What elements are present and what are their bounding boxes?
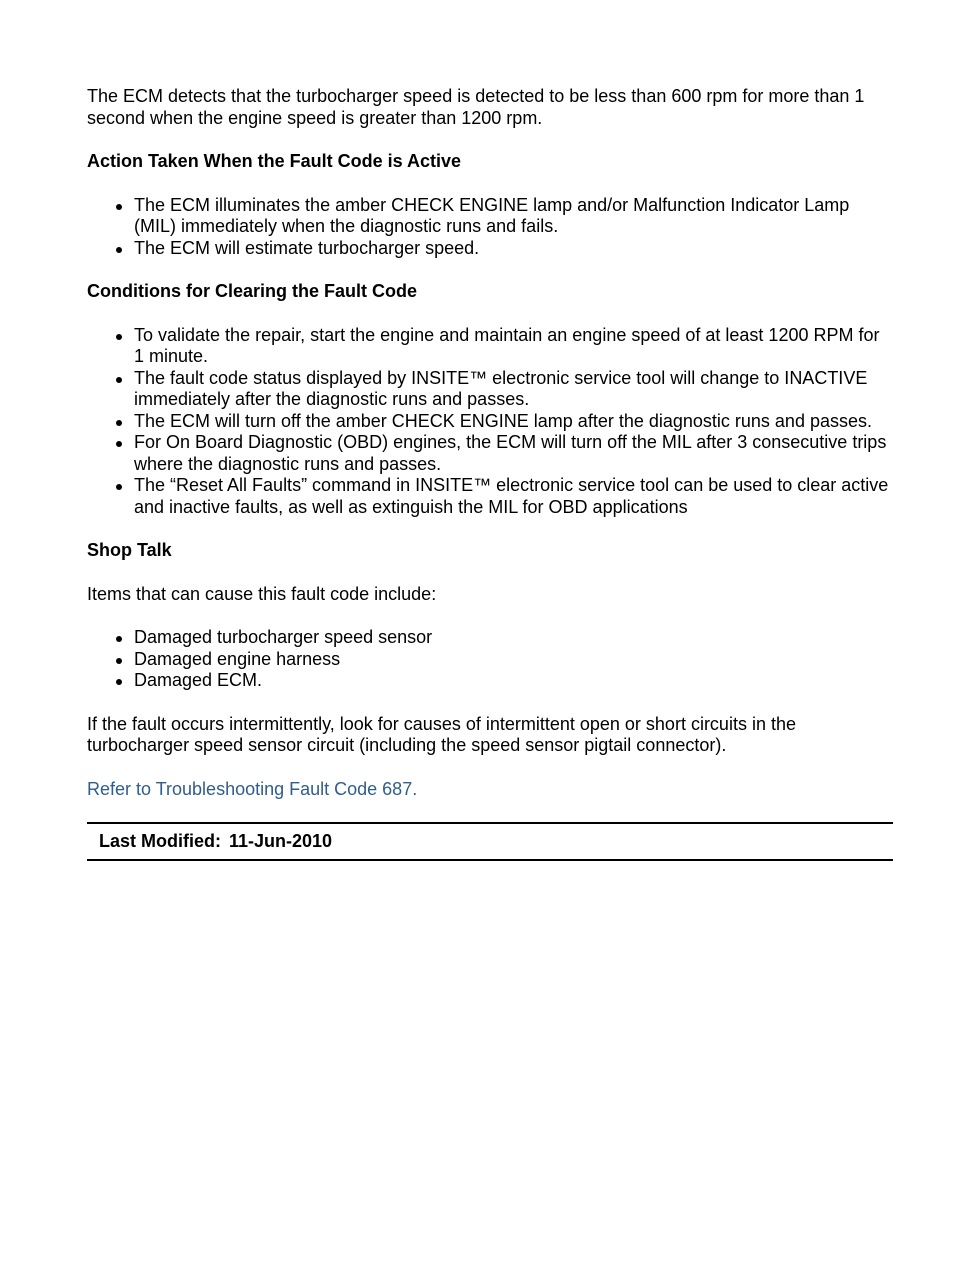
causes-list (87, 627, 893, 692)
document-body (87, 86, 893, 861)
list-item: For On Board Diagnostic (OBD) engines, the ECM will turn off the MIL after 3 consecutive trips where the diagnostic runs and passes. (134, 432, 893, 475)
intermittent-note: If the fault occurs intermittently, look for causes of intermittent open or short circuits in the turbocharger speed sensor circuit (including the speed sensor pigtail connector). (87, 713, 796, 755)
list-item: Damaged ECM. (134, 670, 893, 692)
action-heading: Action Taken When the Fault Code is Active (87, 151, 462, 171)
clearing-heading: Conditions for Clearing the Fault Code (87, 281, 417, 301)
shop-talk-lead: Items that can cause this fault code include: (87, 583, 437, 604)
list-item: The “Reset All Faults” command in INSITE™ electronic service tool can be used to clear active and inactive faults, as well as extinguish the MIL for OBD applications (134, 475, 893, 518)
list-item: Damaged engine harness (134, 649, 893, 671)
troubleshooting-link[interactable]: Refer to Troubleshooting Fault Code 687. (87, 778, 418, 799)
list-item: The ECM will turn off the amber CHECK ENGINE lamp after the diagnostic runs and passes. (134, 411, 893, 433)
list-item: The ECM illuminates the amber CHECK ENGINE lamp and/or Malfunction Indicator Lamp (MIL) immediately when the diagnostic runs and fails. (134, 195, 893, 238)
last-modified-date: 11-Jun-2010 (229, 831, 333, 851)
last-modified-label: Last Modified: (99, 831, 221, 851)
clearing-list (87, 325, 893, 519)
intro-paragraph: The ECM detects that the turbocharger speed is detected to be less than 600 rpm for more than 1 second when the engine speed is greater than 1200 rpm. (87, 86, 865, 128)
list-item: The ECM will estimate turbocharger speed. (134, 238, 893, 260)
action-list (87, 195, 893, 260)
shop-talk-heading: Shop Talk (87, 540, 172, 560)
last-modified-bar (87, 822, 893, 861)
list-item: Damaged turbocharger speed sensor (134, 627, 893, 649)
list-item: The fault code status displayed by INSITE™ electronic service tool will change to INACTIVE immediately after the diagnostic runs and passes. (134, 368, 893, 411)
list-item: To validate the repair, start the engine and maintain an engine speed of at least 1200 RPM for 1 minute. (134, 325, 893, 368)
